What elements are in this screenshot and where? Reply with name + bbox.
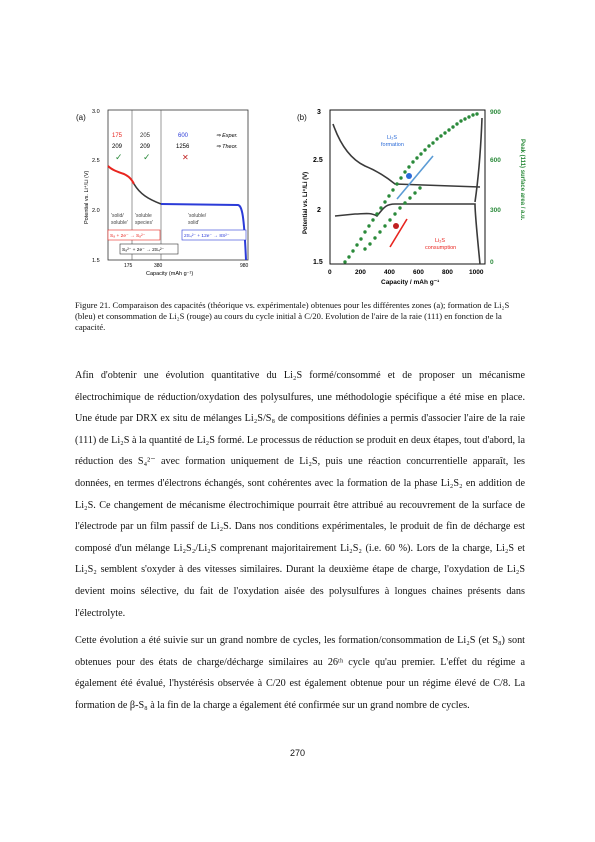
panel-a-theor-label: ⇒ Theor. [216,144,238,150]
panel-a-zone-label: soluble' [111,220,128,226]
panel-a-zone-label: 'soluble [135,213,152,219]
panel-a-reaction: 2S₄²⁻ + 12e⁻ → 8S²⁻ [184,234,230,239]
panel-b-ytick-left: 1.5 [313,259,323,266]
panel-b-ytick-right: 900 [490,109,501,116]
page-number: 270 [289,748,306,758]
panel-a-ytick: 2.5 [92,158,100,164]
panel-a-theor-value: 1256 [176,144,190,150]
panel-b-annot-consumption: consumption [425,245,457,251]
panel-b-ytick-right: 600 [490,157,501,164]
panel-b-charge-curve [335,204,480,264]
panel-a-cross-icon: ✕ [182,153,189,162]
panel-a-ytick: 3.0 [92,109,100,115]
panel-b-ytick-left: 2.5 [313,157,323,164]
panel-a-curve-dark [134,184,161,204]
panel-b-label: (b) [297,113,307,122]
body-text [75,365,525,723]
panel-a-check-icon: ✓ [115,152,123,162]
panel-a-zone-label: 'solid/ [111,213,124,219]
panel-b-ylabel-left: Potential vs. Li⁺/Li (V) [303,171,309,234]
panel-a-curve-red [108,166,134,184]
panel-a-zone-label: species' [135,220,153,226]
panel-a-zone-label: 'soluble/ [188,213,207,219]
panel-b-ytick-left: 2 [317,207,321,214]
paragraph: Cette évolution a été suivie sur un grand nombre de cycles, les formation/consommation de Li₂S (et S₈) sont obtenues pour des états de charge/décharge similaires au 26ᵗʰ cycle qu'au premier. L'effet du régime a également été évalué, l'hystérésis observée à C/20 est également obtenue pour un régime élevé de C/8. La formation de β-S₈ à la fin de la charge a également été confirmée sur un grand nombre de cycles. [75,635,525,711]
panel-b-consumption-marker [393,223,399,229]
panel-b-xtick: 1000 [469,269,484,276]
panel-b-ylabel-right: Peak (111) surface area / a.u. [519,139,525,221]
panel-b-green-points-2 [363,186,421,250]
panel-b-annot-formation: formation [381,142,404,148]
panel-b-ytick-left: 3 [317,109,321,116]
panel-a-chart [78,104,263,276]
panel-b-xtick: 800 [442,269,453,276]
panel-a-reaction: S₈²⁻ + 2e⁻ → 2S₄²⁻ [122,248,165,253]
panel-a-xtick: 980 [240,263,249,269]
panel-a-zone-label: solid' [188,220,200,226]
panel-b-end-curve [475,118,482,202]
panel-a-exper-value: 600 [178,133,189,139]
panel-b-consumption-line [390,219,407,247]
panel-b-xtick: 200 [355,269,366,276]
panel-b-formation-marker [406,173,412,179]
panel-b-green-points [343,112,478,263]
figure-caption: Figure 21. Comparaison des capacités (théorique vs. expérimentale) obtenues pour les différentes zones (a); formation de Li₂S (bleu) et consommation de Li₂S (rouge) au cours du cycle initial à C/20. Evolution de l'aire de la raie (111) en fonction de la capacité. [75,300,510,332]
panel-b-annot-consumption: Li₂S [435,238,446,244]
panel-b-chart [295,104,533,286]
panel-a-ytick: 2.0 [92,208,100,214]
panel-a-exper-value: 175 [112,133,123,139]
panel-a-exper-value: 205 [140,133,151,139]
panel-a-xtick: 175 [124,263,133,269]
panel-a-check-icon: ✓ [143,152,151,162]
panel-a-xlabel: Capacity (mAh g⁻¹) [146,271,194,276]
panel-b-annot-formation: Li₂S [387,135,398,141]
panel-b-xtick: 400 [384,269,395,276]
panel-a-label: (a) [76,113,86,122]
paragraph: Afin d'obtenir une évolution quantitative du Li₂S formé/consommé et de proposer un mécanisme électrochimique de réduction/oxydation des polysulfures, une méthodologie spécifique a été mise en place. Une étude par DRX ex situ de mélanges Li₂S/S₈ de compositions définies a permis d'associer l'aire de la raie (111) de Li₂S à la quantité de Li₂S formé. Le processus de réduction se produit en deux étapes, tout d'abord, la réduction des S₄²⁻ avec formation uniquement de Li₂S, puis une réaction concurrentielle apparaît, les données, en termes d'électrons échangés, sont cohérentes avec la formation de la phase Li₂S₂ en addition de Li₂S. Ce changement de mécanisme électrochimique pourrait être attribué au recouvrement de la surface de l'électrode par un film passif de Li₂S. Dans nos conditions expérimentales, le produit de fin de décharge est composé d'un mélange Li₂S₂/Li₂S comprenant majoritairement Li₂S₂ (i.e. 60 %). Lors de la charge, Li₂S et Li₂S₂ semblent s'oxyder à des vitesses similaires. Durant la deuxième étape de charge, l'oxydation de Li₂S devient moins sélective, du fait de l'oxydation aisée des polysulfures à longues chaines présents dans l'électrolyte. [75,370,525,619]
panel-a-ylabel: Potential vs. Li⁺/Li (V) [84,170,90,224]
panel-a-reaction: S₈ + 2e⁻ → S₈²⁻ [110,234,146,239]
panel-a-theor-value: 209 [112,144,123,150]
panel-a-theor-value: 209 [140,144,151,150]
panel-b-ytick-right: 0 [490,259,494,266]
panel-a-exper-label: ⇒ Exper. [216,133,238,139]
panel-a-ytick: 1.5 [92,258,100,264]
panel-b-xlabel: Capacity / mAh g⁻¹ [381,279,440,286]
panel-b-ytick-right: 300 [490,207,501,214]
panel-a-xtick: 380 [154,263,163,269]
panel-b-xtick: 600 [413,269,424,276]
panel-b-xtick: 0 [328,269,332,276]
